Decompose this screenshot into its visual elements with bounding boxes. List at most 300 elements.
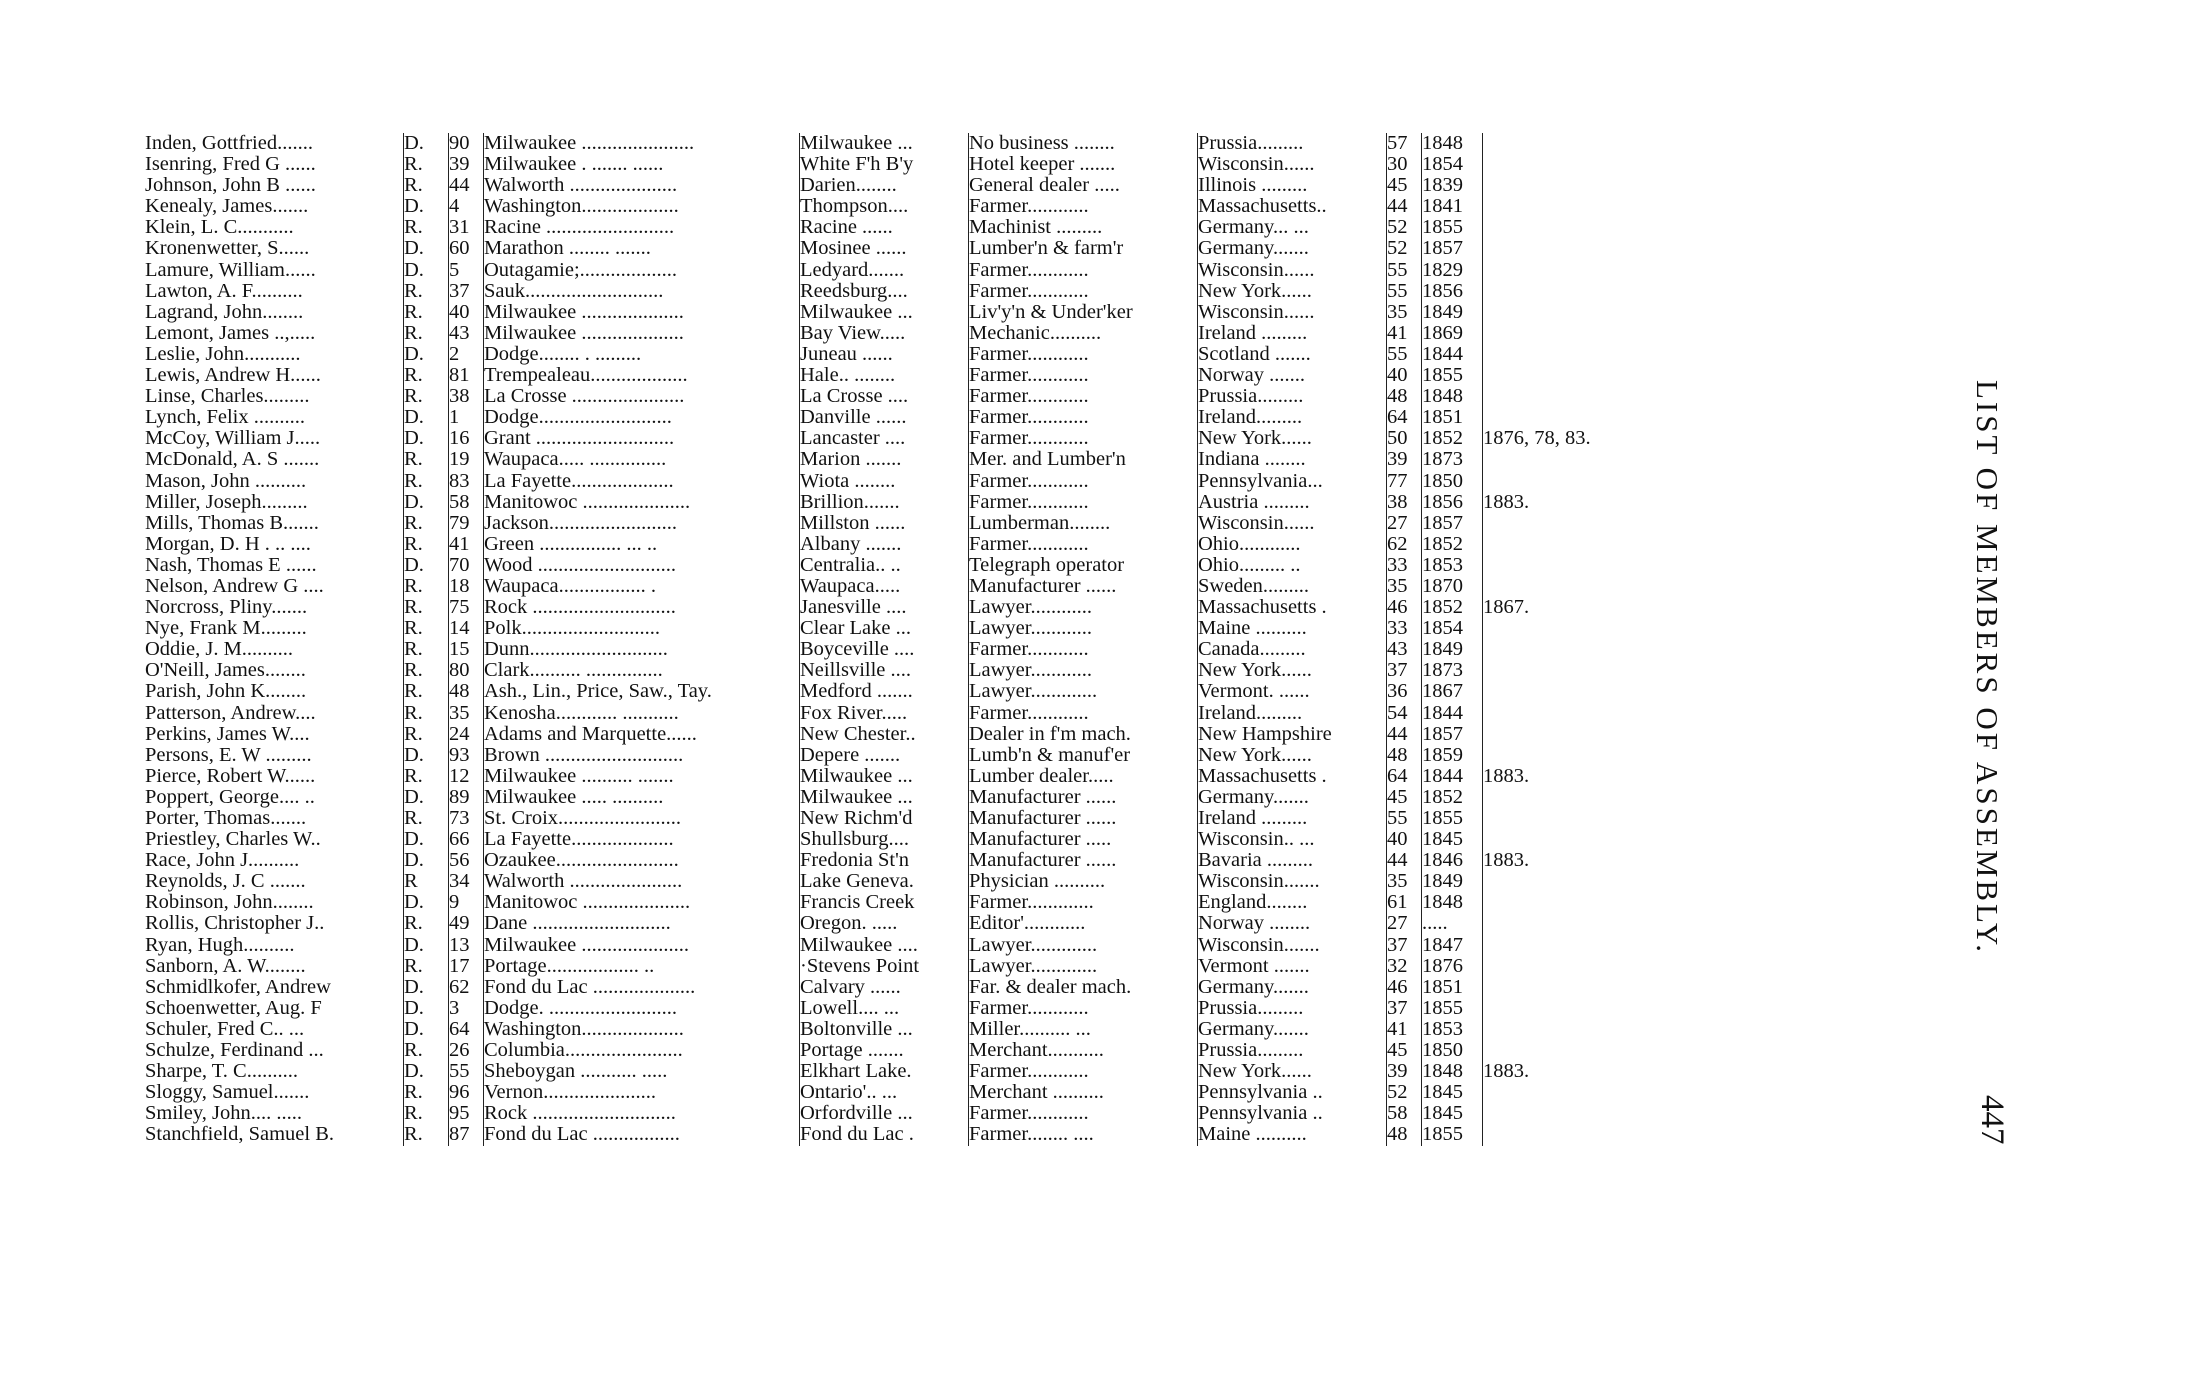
member-name-cell: Kenealy, James....... [145, 195, 309, 218]
table-row [145, 154, 1591, 175]
previous-service-cell [1483, 935, 1591, 956]
county-cell: Grant ........................... [484, 428, 800, 449]
age-cell: 43 [1387, 639, 1422, 660]
district-number-cell: 14 [449, 618, 484, 639]
birthplace-cell: Norway ........ [1198, 913, 1387, 934]
district-number-cell: 95 [449, 1103, 484, 1124]
party-cell: R. [404, 154, 449, 175]
table-row [145, 681, 1591, 702]
member-name-cell: Lagrand, John........ [145, 300, 304, 323]
year-came-to-state-cell: 1857 [1422, 724, 1483, 745]
birthplace-cell: Maine .......... [1198, 618, 1387, 639]
county-cell: Walworth ...................... [484, 871, 800, 892]
occupation-cell: Manufacturer ...... [969, 850, 1198, 871]
age-cell: 35 [1387, 576, 1422, 597]
district-number-cell: 87 [449, 1124, 484, 1145]
birthplace-cell: Ohio............ [1198, 534, 1387, 555]
previous-service-cell [1483, 829, 1591, 850]
table-row [145, 344, 1591, 365]
member-name-cell: Lemont, James ..,..... [145, 321, 316, 344]
year-came-to-state-cell: 1853 [1422, 555, 1483, 576]
birthplace-cell: Massachusetts . [1198, 766, 1387, 787]
post-office-cell: Lake Geneva. [800, 871, 969, 892]
table-row [145, 534, 1591, 555]
member-name-cell: Sharpe, T. C.......... [145, 1060, 298, 1083]
member-name-cell: Rollis, Christopher J.. [145, 912, 325, 935]
previous-service-cell [1483, 703, 1591, 724]
birthplace-cell: Prussia......... [1198, 998, 1387, 1019]
member-name-cell: Poppert, George.... .. [145, 785, 315, 808]
previous-service-cell [1483, 281, 1591, 302]
year-came-to-state-cell: 1850 [1422, 1040, 1483, 1061]
party-cell: R. [404, 386, 449, 407]
table-row [145, 133, 1591, 154]
previous-service-cell [1483, 724, 1591, 745]
district-number-cell: 73 [449, 808, 484, 829]
party-cell: D. [404, 428, 449, 449]
county-cell: La Fayette.................... [484, 829, 800, 850]
birthplace-cell: Prussia......... [1198, 1040, 1387, 1061]
year-came-to-state-cell: 1856 [1422, 281, 1483, 302]
member-name-cell: Mills, Thomas B....... [145, 511, 319, 534]
previous-service-cell [1483, 745, 1591, 766]
birthplace-cell: Bavaria ......... [1198, 850, 1387, 871]
member-name-cell: Lamure, William...... [145, 258, 316, 281]
table-row [145, 1061, 1591, 1082]
previous-service-cell [1483, 534, 1591, 555]
age-cell: 45 [1387, 787, 1422, 808]
member-name-cell: Stanchfield, Samuel B. [145, 1123, 335, 1146]
district-number-cell: 39 [449, 154, 484, 175]
birthplace-cell: Indiana ........ [1198, 449, 1387, 470]
county-cell: Vernon...................... [484, 1082, 800, 1103]
member-name-cell: Johnson, John B ...... [145, 174, 316, 197]
year-came-to-state-cell: 1849 [1422, 871, 1483, 892]
post-office-cell: Francis Creek [800, 892, 969, 913]
occupation-cell: Telegraph operator [969, 555, 1198, 576]
post-office-cell: Marion ....... [800, 449, 969, 470]
occupation-cell: Lawyer............. [969, 956, 1198, 977]
table-row [145, 407, 1591, 428]
county-cell: Brown ........................... [484, 745, 800, 766]
member-name-cell: Miller, Joseph......... [145, 490, 308, 513]
post-office-cell: Clear Lake ... [800, 618, 969, 639]
year-came-to-state-cell: 1845 [1422, 1103, 1483, 1124]
party-cell: D. [404, 935, 449, 956]
occupation-cell: Farmer............ [969, 344, 1198, 365]
table-row [145, 471, 1591, 492]
occupation-cell: Lumb'n & manuf'er [969, 745, 1198, 766]
members-table-body [145, 133, 1591, 1146]
party-cell: R. [404, 534, 449, 555]
post-office-cell: La Crosse .... [800, 386, 969, 407]
age-cell: 62 [1387, 534, 1422, 555]
party-cell: R. [404, 660, 449, 681]
age-cell: 58 [1387, 1103, 1422, 1124]
county-cell: Columbia....................... [484, 1040, 800, 1061]
table-row [145, 302, 1591, 323]
age-cell: 57 [1387, 133, 1422, 154]
party-cell: R. [404, 175, 449, 196]
post-office-cell: Milwaukee ... [800, 133, 969, 154]
member-name-cell: Schulze, Ferdinand ... [145, 1039, 324, 1062]
table-row [145, 196, 1591, 217]
member-name-cell: Pierce, Robert W...... [145, 764, 316, 787]
year-came-to-state-cell: 1845 [1422, 829, 1483, 850]
district-number-cell: 24 [449, 724, 484, 745]
post-office-cell: ·Stevens Point [800, 956, 969, 977]
age-cell: 46 [1387, 977, 1422, 998]
district-number-cell: 4 [449, 196, 484, 217]
district-number-cell: 90 [449, 133, 484, 154]
table-row [145, 513, 1591, 534]
party-cell: D. [404, 133, 449, 154]
age-cell: 40 [1387, 365, 1422, 386]
table-row [145, 175, 1591, 196]
post-office-cell: Boyceville .... [800, 639, 969, 660]
county-cell: Outagamie;................... [484, 260, 800, 281]
post-office-cell: Mosinee ...... [800, 238, 969, 259]
age-cell: 55 [1387, 260, 1422, 281]
year-came-to-state-cell: 1855 [1422, 998, 1483, 1019]
age-cell: 45 [1387, 1040, 1422, 1061]
member-name-cell: Smiley, John.... ..... [145, 1102, 302, 1125]
age-cell: 44 [1387, 724, 1422, 745]
age-cell: 41 [1387, 323, 1422, 344]
year-came-to-state-cell: 1848 [1422, 386, 1483, 407]
birthplace-cell: Norway ....... [1198, 365, 1387, 386]
birthplace-cell: Illinois ......... [1198, 175, 1387, 196]
member-name-cell: Reynolds, J. C ....... [145, 870, 306, 893]
birthplace-cell: Wisconsin...... [1198, 302, 1387, 323]
birthplace-cell: Germany....... [1198, 238, 1387, 259]
table-row [145, 998, 1591, 1019]
previous-service-cell [1483, 618, 1591, 639]
age-cell: 48 [1387, 745, 1422, 766]
birthplace-cell: New York...... [1198, 428, 1387, 449]
birthplace-cell: Vermont ....... [1198, 956, 1387, 977]
occupation-cell: Hotel keeper ....... [969, 154, 1198, 175]
year-came-to-state-cell: 1845 [1422, 1082, 1483, 1103]
post-office-cell: Shullsburg.... [800, 829, 969, 850]
county-cell: Milwaukee . ....... ...... [484, 154, 800, 175]
age-cell: 33 [1387, 618, 1422, 639]
party-cell: R. [404, 618, 449, 639]
party-cell: R. [404, 302, 449, 323]
age-cell: 39 [1387, 449, 1422, 470]
year-came-to-state-cell: 1859 [1422, 745, 1483, 766]
party-cell: R. [404, 576, 449, 597]
party-cell: R. [404, 471, 449, 492]
age-cell: 46 [1387, 597, 1422, 618]
previous-service-cell [1483, 1019, 1591, 1040]
occupation-cell: Lumber dealer..... [969, 766, 1198, 787]
age-cell: 50 [1387, 428, 1422, 449]
county-cell: La Fayette.................... [484, 471, 800, 492]
party-cell: D. [404, 977, 449, 998]
occupation-cell: Farmer............ [969, 1103, 1198, 1124]
birthplace-cell: Germany....... [1198, 977, 1387, 998]
post-office-cell: Centralia.. .. [800, 555, 969, 576]
occupation-cell: Manufacturer ...... [969, 787, 1198, 808]
table-row [145, 555, 1591, 576]
county-cell: Milwaukee .................... [484, 302, 800, 323]
county-cell: Waupaca..... ............... [484, 449, 800, 470]
birthplace-cell: Wisconsin...... [1198, 154, 1387, 175]
occupation-cell: Lawyer............ [969, 618, 1198, 639]
county-cell: Racine ......................... [484, 217, 800, 238]
age-cell: 44 [1387, 850, 1422, 871]
county-cell: Manitowoc ..................... [484, 492, 800, 513]
district-number-cell: 5 [449, 260, 484, 281]
district-number-cell: 19 [449, 449, 484, 470]
age-cell: 52 [1387, 1082, 1422, 1103]
year-came-to-state-cell: 1852 [1422, 787, 1483, 808]
post-office-cell: Milwaukee ... [800, 787, 969, 808]
party-cell: R. [404, 1082, 449, 1103]
table-row [145, 1103, 1591, 1124]
post-office-cell: White F'h B'y [800, 154, 969, 175]
table-row [145, 281, 1591, 302]
post-office-cell: Orfordville ... [800, 1103, 969, 1124]
county-cell: Rock ............................ [484, 1103, 800, 1124]
occupation-cell: Farmer............ [969, 386, 1198, 407]
party-cell: R. [404, 513, 449, 534]
district-number-cell: 55 [449, 1061, 484, 1082]
member-name-cell: Sloggy, Samuel....... [145, 1081, 310, 1104]
county-cell: Adams and Marquette...... [484, 724, 800, 745]
year-came-to-state-cell: 1851 [1422, 407, 1483, 428]
year-came-to-state-cell: 1855 [1422, 1124, 1483, 1145]
district-number-cell: 37 [449, 281, 484, 302]
birthplace-cell: New York...... [1198, 745, 1387, 766]
post-office-cell: Fond du Lac . [800, 1124, 969, 1145]
district-number-cell: 70 [449, 555, 484, 576]
district-number-cell: 81 [449, 365, 484, 386]
party-cell: D. [404, 892, 449, 913]
age-cell: 30 [1387, 154, 1422, 175]
party-cell: R. [404, 681, 449, 702]
party-cell: D. [404, 850, 449, 871]
year-came-to-state-cell: 1848 [1422, 892, 1483, 913]
previous-service-cell [1483, 365, 1591, 386]
previous-service-cell [1483, 913, 1591, 934]
table-row [145, 871, 1591, 892]
age-cell: 77 [1387, 471, 1422, 492]
occupation-cell: Manufacturer ...... [969, 576, 1198, 597]
member-name-cell: Schmidlkofer, Andrew [145, 975, 331, 998]
year-came-to-state-cell: 1854 [1422, 618, 1483, 639]
age-cell: 55 [1387, 281, 1422, 302]
birthplace-cell: Wisconsin....... [1198, 871, 1387, 892]
party-cell: R. [404, 956, 449, 977]
district-number-cell: 34 [449, 871, 484, 892]
occupation-cell: General dealer ..... [969, 175, 1198, 196]
table-row [145, 260, 1591, 281]
post-office-cell: Thompson.... [800, 196, 969, 217]
year-came-to-state-cell: 1856 [1422, 492, 1483, 513]
age-cell: 54 [1387, 703, 1422, 724]
occupation-cell: Liv'y'n & Under'ker [969, 302, 1198, 323]
previous-service-cell [1483, 660, 1591, 681]
county-cell: Washington.................... [484, 1019, 800, 1040]
occupation-cell: Farmer............ [969, 407, 1198, 428]
birthplace-cell: Prussia......... [1198, 133, 1387, 154]
previous-service-cell [1483, 449, 1591, 470]
previous-service-cell [1483, 555, 1591, 576]
year-came-to-state-cell: 1857 [1422, 238, 1483, 259]
previous-service-cell [1483, 154, 1591, 175]
post-office-cell: Reedsburg.... [800, 281, 969, 302]
county-cell: Jackson......................... [484, 513, 800, 534]
county-cell: Dunn........................... [484, 639, 800, 660]
district-number-cell: 13 [449, 935, 484, 956]
member-name-cell: O'Neill, James........ [145, 659, 306, 682]
birthplace-cell: Massachusetts.. [1198, 196, 1387, 217]
previous-service-cell [1483, 808, 1591, 829]
party-cell: R. [404, 808, 449, 829]
table-row [145, 956, 1591, 977]
occupation-cell: Farmer............ [969, 492, 1198, 513]
age-cell: 55 [1387, 808, 1422, 829]
year-came-to-state-cell: 1844 [1422, 344, 1483, 365]
age-cell: 32 [1387, 956, 1422, 977]
birthplace-cell: Vermont. ...... [1198, 681, 1387, 702]
occupation-cell: Mechanic.......... [969, 323, 1198, 344]
age-cell: 35 [1387, 871, 1422, 892]
year-came-to-state-cell: 1855 [1422, 808, 1483, 829]
year-came-to-state-cell: ..... [1422, 913, 1483, 934]
party-cell: D. [404, 555, 449, 576]
table-row [145, 766, 1591, 787]
occupation-cell: Miller.......... ... [969, 1019, 1198, 1040]
age-cell: 36 [1387, 681, 1422, 702]
district-number-cell: 40 [449, 302, 484, 323]
member-name-cell: Perkins, James W.... [145, 722, 310, 745]
county-cell: Walworth ..................... [484, 175, 800, 196]
previous-service-cell: 1883. [1483, 1060, 1530, 1083]
previous-service-cell [1483, 260, 1591, 281]
post-office-cell: Fredonia St'n [800, 850, 969, 871]
age-cell: 48 [1387, 386, 1422, 407]
table-row [145, 935, 1591, 956]
district-number-cell: 93 [449, 745, 484, 766]
county-cell: Milwaukee ..................... [484, 935, 800, 956]
table-row [145, 660, 1591, 681]
party-cell: D. [404, 344, 449, 365]
occupation-cell: Farmer............ [969, 1061, 1198, 1082]
county-cell: Washington................... [484, 196, 800, 217]
previous-service-cell [1483, 998, 1591, 1019]
member-name-cell: Porter, Thomas....... [145, 807, 307, 829]
year-came-to-state-cell: 1852 [1422, 597, 1483, 618]
previous-service-cell [1483, 323, 1591, 344]
post-office-cell: Danville ...... [800, 407, 969, 428]
occupation-cell: Physician .......... [969, 871, 1198, 892]
table-row [145, 787, 1591, 808]
occupation-cell: Far. & dealer mach. [969, 977, 1198, 998]
county-cell: Manitowoc ..................... [484, 892, 800, 913]
birthplace-cell: England........ [1198, 892, 1387, 913]
county-cell: Sauk........................... [484, 281, 800, 302]
previous-service-cell [1483, 1082, 1591, 1103]
birthplace-cell: Canada......... [1198, 639, 1387, 660]
previous-service-cell [1483, 407, 1591, 428]
occupation-cell: Merchant........... [969, 1040, 1198, 1061]
year-came-to-state-cell: 1844 [1422, 766, 1483, 787]
party-cell: R. [404, 703, 449, 724]
birthplace-cell: Maine .......... [1198, 1124, 1387, 1145]
post-office-cell: Ledyard....... [800, 260, 969, 281]
table-row [145, 703, 1591, 724]
county-cell: Polk........................... [484, 618, 800, 639]
district-number-cell: 12 [449, 766, 484, 787]
birthplace-cell: Sweden......... [1198, 576, 1387, 597]
age-cell: 45 [1387, 175, 1422, 196]
member-name-cell: Norcross, Pliny....... [145, 596, 308, 619]
year-came-to-state-cell: 1854 [1422, 154, 1483, 175]
post-office-cell: Waupaca..... [800, 576, 969, 597]
year-came-to-state-cell: 1851 [1422, 977, 1483, 998]
age-cell: 48 [1387, 1124, 1422, 1145]
member-name-cell: Schoenwetter, Aug. F [145, 996, 322, 1019]
post-office-cell: Brillion....... [800, 492, 969, 513]
year-came-to-state-cell: 1852 [1422, 428, 1483, 449]
post-office-cell: Millston ...... [800, 513, 969, 534]
occupation-cell: Lawyer............ [969, 660, 1198, 681]
post-office-cell: Boltonville ... [800, 1019, 969, 1040]
member-name-cell: Linse, Charles......... [145, 385, 310, 408]
previous-service-cell [1483, 217, 1591, 238]
occupation-cell: Farmer............ [969, 471, 1198, 492]
occupation-cell: Manufacturer ..... [969, 829, 1198, 850]
party-cell: R. [404, 1124, 449, 1145]
previous-service-cell [1483, 977, 1591, 998]
district-number-cell: 9 [449, 892, 484, 913]
district-number-cell: 15 [449, 639, 484, 660]
previous-service-cell [1483, 681, 1591, 702]
previous-service-cell [1483, 133, 1591, 154]
table-row [145, 1082, 1591, 1103]
county-cell: Green ................ ... .. [484, 534, 800, 555]
table-row [145, 913, 1591, 934]
county-cell: Fond du Lac ................. [484, 1124, 800, 1145]
previous-service-cell [1483, 892, 1591, 913]
year-came-to-state-cell: 1846 [1422, 850, 1483, 871]
occupation-cell: Lawyer............. [969, 681, 1198, 702]
district-number-cell: 64 [449, 1019, 484, 1040]
year-came-to-state-cell: 1873 [1422, 660, 1483, 681]
member-name-cell: Lynch, Felix .......... [145, 406, 306, 429]
previous-service-cell [1483, 344, 1591, 365]
table-row [145, 1124, 1591, 1145]
birthplace-cell: Ireland ......... [1198, 808, 1387, 829]
district-number-cell: 75 [449, 597, 484, 618]
previous-service-cell: 1876, 78, 83. [1483, 427, 1591, 450]
occupation-cell: Editor'............ [969, 913, 1198, 934]
county-cell: Rock ............................ [484, 597, 800, 618]
age-cell: 27 [1387, 913, 1422, 934]
occupation-cell: Lawyer............ [969, 597, 1198, 618]
post-office-cell: Oregon. ..... [800, 913, 969, 934]
birthplace-cell: Scotland ....... [1198, 344, 1387, 365]
age-cell: 40 [1387, 829, 1422, 850]
party-cell: R. [404, 597, 449, 618]
table-row [145, 1040, 1591, 1061]
district-number-cell: 79 [449, 513, 484, 534]
birthplace-cell: New Hampshire [1198, 724, 1387, 745]
birthplace-cell: Pennsylvania .. [1198, 1103, 1387, 1124]
